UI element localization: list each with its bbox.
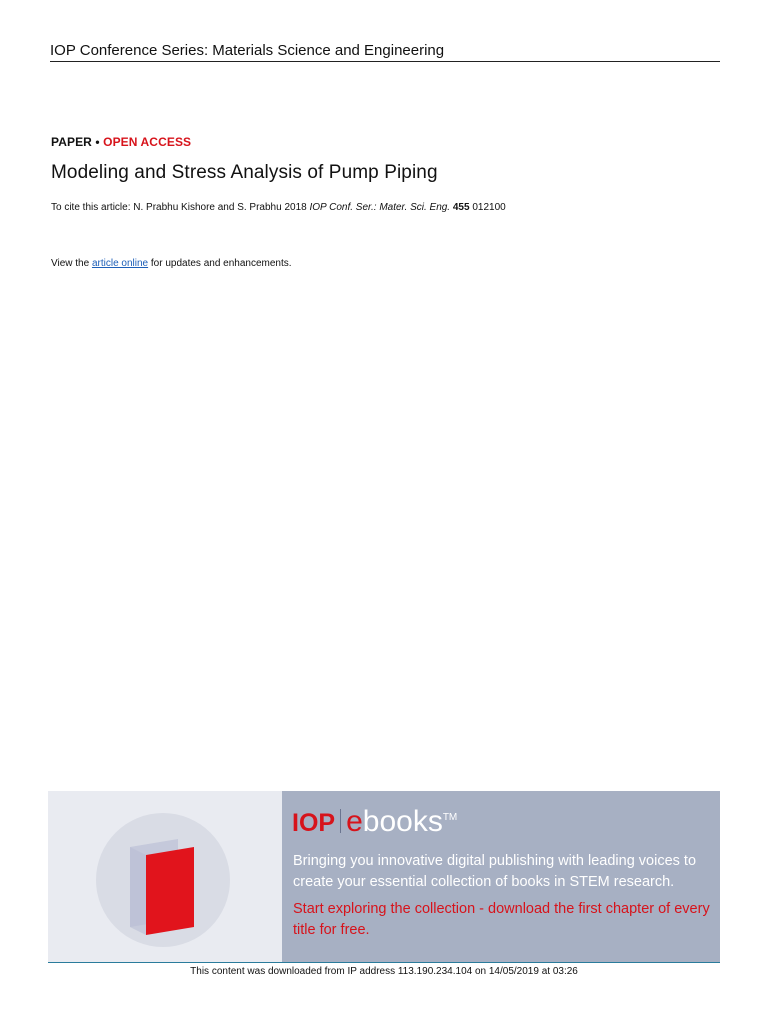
citation-journal: IOP Conf. Ser.: Mater. Sci. Eng. — [309, 202, 451, 213]
paper-type-line — [51, 135, 191, 149]
view-after: for updates and enhancements. — [148, 258, 292, 269]
banner-tagline: Bringing you innovative digital publishing with leading voices to create your essential collection of books in STEM research. — [293, 853, 697, 890]
logo-divider — [340, 809, 341, 833]
journal-header: IOP Conference Series: Materials Science and Engineering — [50, 42, 720, 62]
view-online-text — [51, 258, 292, 269]
ebooks-rest: books — [362, 805, 443, 838]
ebooks-e: e — [346, 805, 363, 838]
iop-ebooks-logo — [292, 805, 457, 839]
citation-prefix: To cite this article: N. Prabhu Kishore and S. Prabhu 2018 — [51, 202, 310, 213]
ebooks-banner[interactable] — [48, 791, 720, 963]
banner-text-panel — [282, 791, 720, 962]
ebooks-graphic — [96, 813, 230, 947]
citation-article-number: 012100 — [472, 202, 506, 213]
book-icon — [96, 813, 230, 947]
paper-type: PAPER — [51, 135, 92, 149]
article-title: Modeling and Stress Analysis of Pump Piping — [51, 162, 438, 183]
view-before: View the — [51, 258, 92, 269]
citation — [51, 202, 506, 213]
citation-volume: 455 — [452, 202, 470, 213]
banner-cta[interactable]: Start exploring the collection - download the first chapter of every title for free. — [293, 901, 710, 938]
iop-logo-text: IOP — [292, 809, 336, 837]
trademark: TM — [442, 812, 458, 823]
article-online-link[interactable]: article online — [91, 258, 149, 269]
download-footer: This content was downloaded from IP address 113.190.234.104 on 14/05/2019 at 03:26 — [190, 966, 578, 977]
separator: • — [95, 135, 100, 149]
open-access-label: OPEN ACCESS — [103, 135, 192, 149]
